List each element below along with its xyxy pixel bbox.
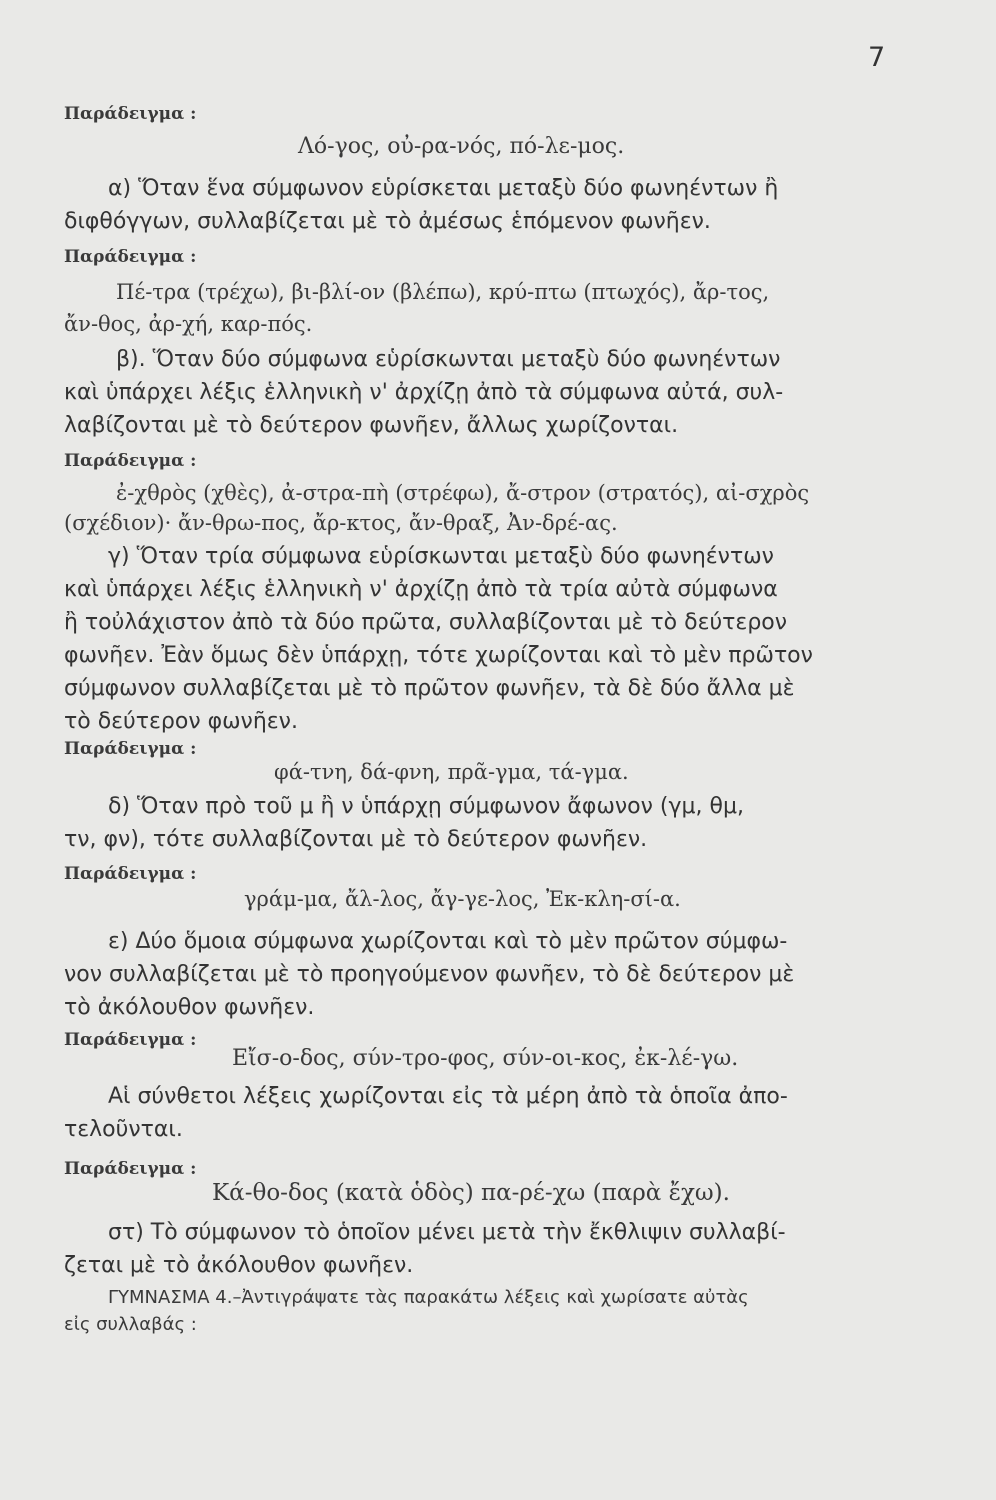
- rule-line: φωνῆεν. Ἐὰν ὅμως δὲν ὑπάρχῃ, τότε χωρίζονται καὶ τὸ μὲν πρῶτον: [64, 643, 813, 668]
- rule-line: τελοῦνται.: [64, 1117, 183, 1142]
- example-label: Παράδειγμα :: [64, 739, 197, 759]
- page-number: 7: [868, 42, 886, 73]
- example-label: Παράδειγμα :: [64, 247, 197, 267]
- example-text: φά-τνη, δά-φνη, πρᾶ-γμα, τά-γμα.: [274, 760, 629, 784]
- example-label: Παράδειγμα :: [64, 1030, 197, 1050]
- example-label: Παράδειγμα :: [64, 1159, 197, 1179]
- rule-line: ε) Δύο ὅμοια σύμφωνα χωρίζονται καὶ τὸ μὲν πρῶτον σύμφω-: [108, 929, 788, 954]
- example-text: ἐ-χθρὸς (χθὲς), ἀ-στρα-πὴ (στρέφω), ἄ-στρον (στρατός), αἰ-σχρὸς: [116, 481, 810, 505]
- rule-line: α) Ὅταν ἕνα σύμφωνον εὑρίσκεται μεταξὺ δύο φωνηέντων ἢ: [108, 176, 779, 201]
- example-label: Παράδειγμα :: [64, 104, 197, 124]
- rule-line: β). Ὅταν δύο σύμφωνα εὑρίσκωνται μεταξὺ δύο φωνηέντων: [116, 347, 781, 372]
- rule-line: διφθόγγων, συλλαβίζεται μὲ τὸ ἀμέσως ἑπόμενον φωνῆεν.: [64, 209, 711, 234]
- rule-line: τὸ δεύτερον φωνῆεν.: [64, 709, 298, 734]
- rule-line: ἢ τοὐλάχιστον ἀπὸ τὰ δύο πρῶτα, συλλαβίζονται μὲ τὸ δεύτερον: [64, 610, 788, 635]
- rule-line: Αἱ σύνθετοι λέξεις χωρίζονται εἰς τὰ μέρη ἀπὸ τὰ ὁποῖα ἀπο-: [108, 1084, 788, 1109]
- rule-a: [64, 172, 904, 238]
- rule-st: [64, 1216, 904, 1282]
- rule-line: τν, φν), τότε συλλαβίζονται μὲ τὸ δεύτερον φωνῆεν.: [64, 827, 648, 852]
- example-text: Πέ-τρα (τρέχω), βι-βλί-ον (βλέπω), κρύ-πτω (πτωχός), ἄρ-τος,: [116, 280, 770, 304]
- rule-line: λαβίζονται μὲ τὸ δεύτερον φωνῆεν, ἄλλως χωρίζονται.: [64, 413, 679, 438]
- rule-line: νον συλλαβίζεται μὲ τὸ προηγούμενον φωνῆεν, τὸ δὲ δεύτερον μὲ: [64, 962, 795, 987]
- example-label: Παράδειγμα :: [64, 451, 197, 471]
- rule-line: γ) Ὅταν τρία σύμφωνα εὑρίσκωνται μεταξὺ δύο φωνηέντων: [108, 544, 774, 569]
- rule-line: καὶ ὑπάρχει λέξις ἑλληνικὴ ν' ἀρχίζῃ ἀπὸ τὰ τρία αὐτὰ σύμφωνα: [64, 577, 778, 602]
- rule-line: καὶ ὑπάρχει λέξις ἑλληνικὴ ν' ἀρχίζῃ ἀπὸ τὰ σύμφωνα αὐτά, συλ-: [64, 380, 784, 405]
- rule-line: στ) Τὸ σύμφωνον τὸ ὁποῖον μένει μετὰ τὴν ἔκθλιψιν συλλαβί-: [108, 1220, 786, 1245]
- rule-b: [64, 343, 904, 442]
- rule-line: τὸ ἀκόλουθον φωνῆεν.: [64, 995, 315, 1020]
- example-label: Παράδειγμα :: [64, 864, 197, 884]
- rule-e: [64, 925, 904, 1024]
- example-text: Εἴσ-ο-δος, σύν-τρο-φος, σύν-οι-κος, ἐκ-λέ-γω.: [232, 1046, 739, 1071]
- example-text: (σχέδιον)· ἄν-θρω-πος, ἄρ-κτος, ἄν-θραξ, Ἀν-δρέ-ας.: [64, 511, 618, 535]
- exercise: [64, 1284, 914, 1338]
- rule-compound: [64, 1080, 904, 1146]
- rule-line: ζεται μὲ τὸ ἀκόλουθον φωνῆεν.: [64, 1253, 414, 1278]
- example-text: γράμ-μα, ἄλ-λος, ἄγ-γε-λος, Ἐκ-κλη-σί-α.: [244, 887, 681, 911]
- exercise-line: εἰς συλλαβάς :: [64, 1314, 197, 1335]
- example-text: Κά-θο-δος (κατὰ ὁδὸς) πα-ρέ-χω (παρὰ ἔχω).: [212, 1180, 730, 1206]
- rule-line: σύμφωνον συλλαβίζεται μὲ τὸ πρῶτον φωνῆεν, τὰ δὲ δύο ἄλλα μὲ: [64, 676, 795, 701]
- rule-d: [64, 790, 904, 856]
- example-text: ἄν-θος, ἀρ-χή, καρ-πός.: [64, 312, 313, 336]
- example-text: Λό-γος, οὐ-ρα-νός, πό-λε-μος.: [298, 134, 625, 159]
- exercise-line: ΓΥΜΝΑΣΜΑ 4.–Ἀντιγράψατε τὰς παρακάτω λέξεις καὶ χωρίσατε αὐτὰς: [108, 1287, 749, 1308]
- rule-c: [64, 540, 904, 738]
- rule-line: δ) Ὅταν πρὸ τοῦ μ ἢ ν ὑπάρχῃ σύμφωνον ἄφωνον (γμ, θμ,: [108, 794, 744, 819]
